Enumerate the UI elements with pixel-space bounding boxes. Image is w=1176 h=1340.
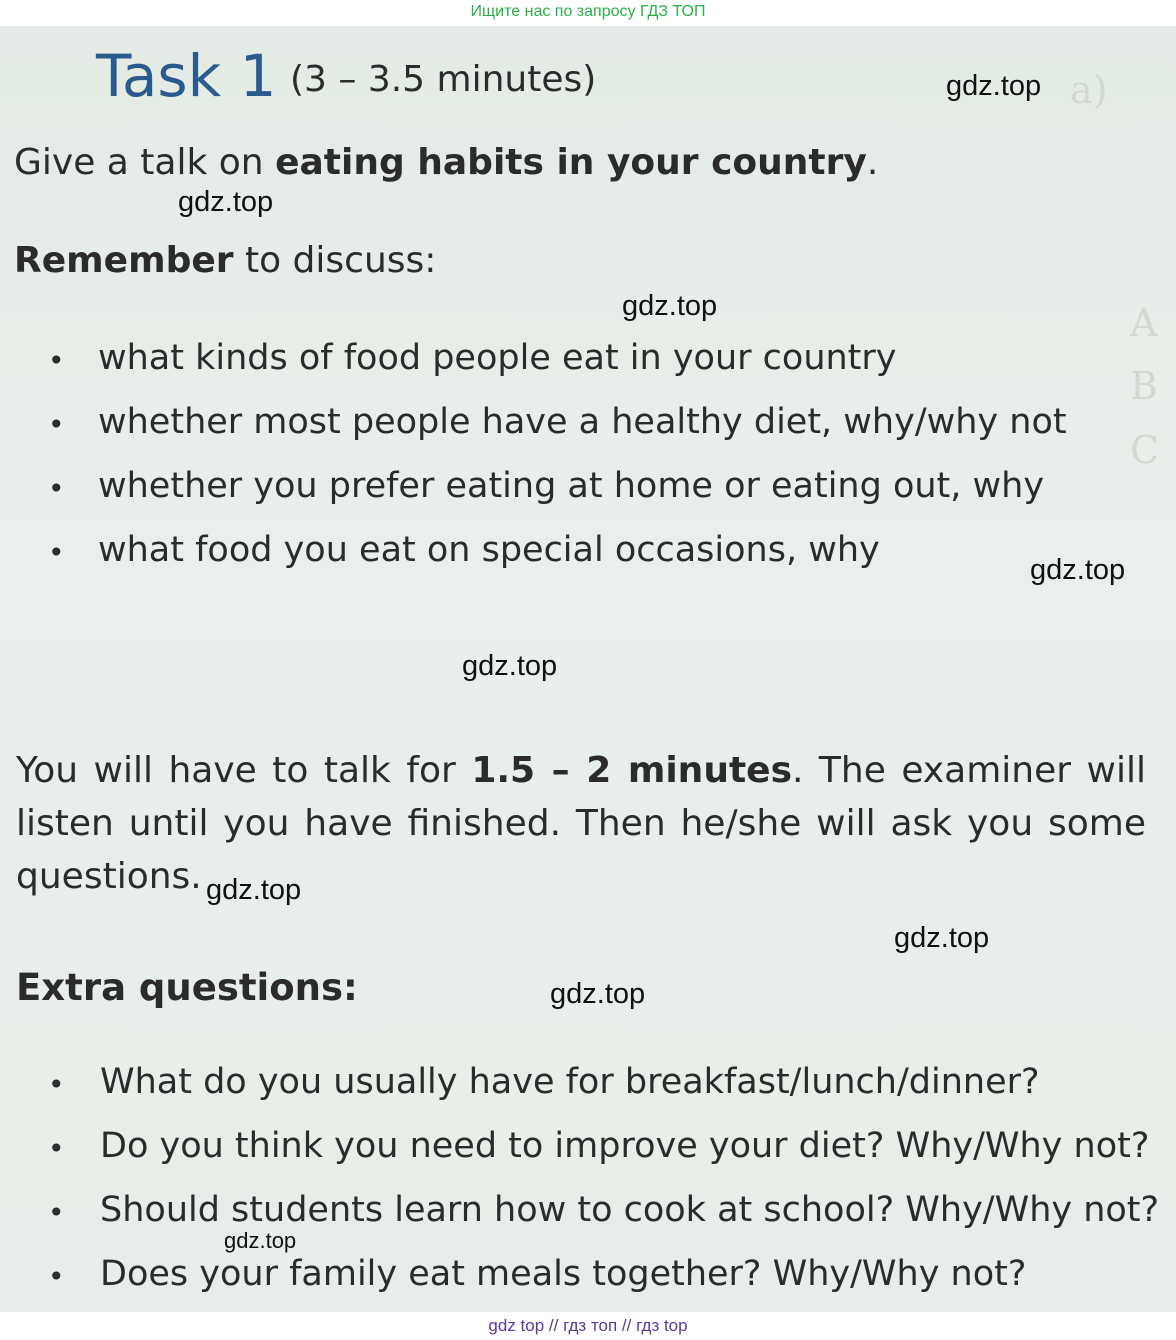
intro-topic: eating habits in your country (275, 142, 867, 183)
instructions-part2: . The examiner will listen until you have finished. Then he/she will ask you some questions. (16, 750, 1146, 897)
show-through-decoration: A (1130, 301, 1158, 345)
task-time: (3 – 3.5 minutes) (290, 59, 597, 100)
list-item-text: what food you eat on special occasions, why (98, 530, 880, 570)
list-item-text: What do you usually have for breakfast/lunch/dinner? (100, 1062, 1040, 1102)
top-banner[interactable]: Ищите нас по запросу ГДЗ ТОП (470, 3, 706, 20)
bullet-icon: • (48, 1196, 65, 1229)
instructions-part1: You will have to talk for (16, 750, 472, 791)
watermark-text: gdz.top (178, 186, 274, 218)
intro-prefix: Give a talk on (14, 142, 276, 183)
bullet-icon: • (48, 1132, 65, 1165)
list-item-text: Do you think you need to improve your diet? Why/Why not? (100, 1126, 1150, 1166)
extra-questions-heading: Extra questions: (16, 966, 358, 1009)
watermark-text: gdz.top (894, 922, 990, 954)
watermark-text: gdz.top (206, 874, 302, 906)
watermark-text: gdz.top (946, 70, 1042, 102)
bullet-icon: • (48, 472, 65, 505)
watermark-text: gdz.top (1030, 554, 1126, 586)
watermark-text: gdz.top (224, 1228, 297, 1253)
bottom-banner[interactable]: gdz top // гдз топ // гдз top (488, 1316, 688, 1335)
bullet-icon: • (48, 1068, 65, 1101)
show-through-decoration: C (1130, 428, 1160, 472)
show-through-decoration: a) (1070, 68, 1108, 112)
textbook-page (0, 26, 1176, 1312)
bullet-icon: • (48, 344, 65, 377)
remember-rest: to discuss: (233, 240, 437, 281)
watermark-text: gdz.top (550, 978, 646, 1010)
task-title: Task 1 (96, 42, 277, 110)
talk-duration: 1.5 – 2 minutes (471, 750, 792, 791)
watermark-text: gdz.top (462, 650, 558, 682)
list-item-text: Does your family eat meals together? Why/Why not? (100, 1254, 1027, 1294)
remember-bold: Remember (14, 240, 234, 281)
bullet-icon: • (48, 1260, 65, 1293)
instructions-paragraph (16, 744, 1146, 903)
list-item-text: whether most people have a healthy diet, why/why not (98, 402, 1067, 442)
list-item-text: Should students learn how to cook at school? Why/Why not? (100, 1190, 1160, 1230)
show-through-decoration: B (1130, 364, 1158, 408)
bullet-icon: • (48, 536, 65, 569)
watermark-text: gdz.top (622, 290, 718, 322)
remember-heading (14, 240, 436, 281)
bullet-icon: • (48, 408, 65, 441)
list-item-text: whether you prefer eating at home or eating out, why (98, 466, 1045, 506)
task-intro (14, 142, 878, 183)
intro-suffix: . (866, 142, 879, 183)
list-item-text: what kinds of food people eat in your country (98, 338, 897, 378)
